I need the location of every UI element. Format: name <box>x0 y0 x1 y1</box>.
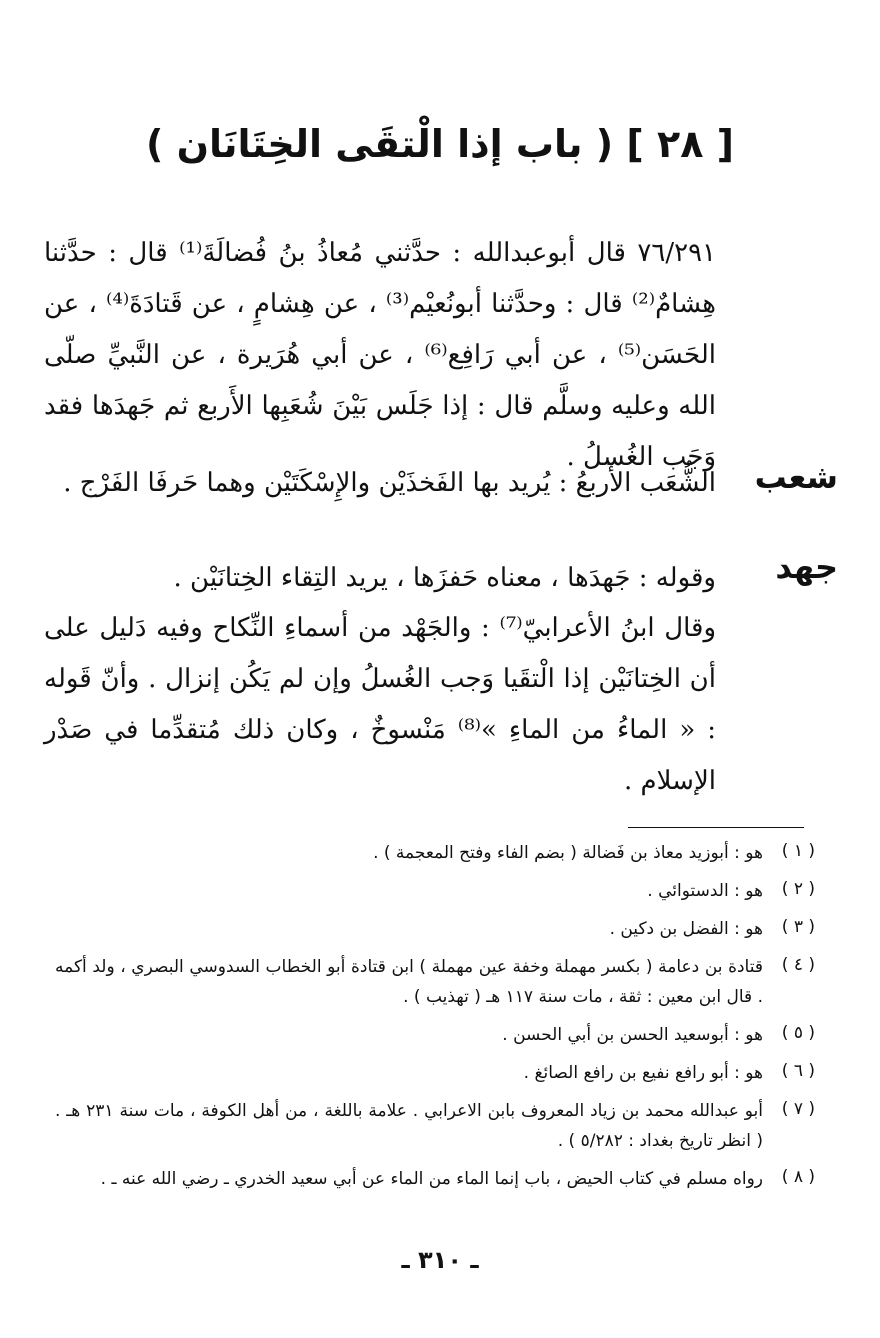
footnote-divider <box>628 827 804 828</box>
margin-keyword-shuab: شعب <box>754 458 838 496</box>
footnotes <box>55 838 815 1202</box>
footnote-item <box>55 914 815 944</box>
chapter-title: [ ٢٨ ] ( باب إذا الْتقَى الخِتَانَان ) <box>145 122 734 166</box>
footnote-item <box>55 952 815 1012</box>
margin-keyword-jahd: جهد <box>775 548 838 586</box>
footnote-number: ( ٦ ) <box>781 1061 815 1081</box>
footnote-text: هو : أبوسعيد الحسن بن أبي الحسن . <box>502 1025 763 1045</box>
footnote-item <box>55 1058 815 1088</box>
footnote-number: ( ٨ ) <box>781 1167 815 1187</box>
footnote-text: هو : أبو رافع نفيع بن رافع الصائغ . <box>523 1063 763 1083</box>
page-number: ـ ٣١٠ ـ <box>401 1246 479 1274</box>
footnote-number: ( ٢ ) <box>781 879 815 899</box>
footnote-text: أبو عبدالله محمد بن زياد المعروف بابن الاعرابي . علامة باللغة ، من أهل الكوفة ، مات سنة ٢٣١ هـ . ( انظر تاريخ بغداد : ٥/٢٨٢ ) . <box>55 1101 763 1151</box>
footnote-number: ( ٧ ) <box>781 1099 815 1119</box>
footnote-text: هو : الدستوائي . <box>647 881 763 901</box>
footnote-item <box>55 1020 815 1050</box>
footnote-item <box>55 1164 815 1194</box>
footnote-text: هو : الفضل بن دكين . <box>609 919 763 939</box>
footnote-item <box>55 1096 815 1156</box>
footnote-number: ( ٣ ) <box>781 917 815 937</box>
explanation-jahd: وقوله : جَهدَها ، معناه حَفزَها ، يريد التِقاء الخِتانَيْن . <box>173 563 716 593</box>
footnote-number: ( ١ ) <box>781 841 815 861</box>
footnote-item <box>55 876 815 906</box>
footnote-number: ( ٤ ) <box>781 955 815 975</box>
footnote-item <box>55 838 815 868</box>
footnote-text: هو : أبوزيد معاذ بن فَضالة ( بضم الفاء وفتح المعجمة ) . <box>373 843 763 863</box>
hadith-paragraph: ٧٦/٢٩١ قال أبوعبدالله : حدَّثني مُعاذُ بنُ فُضالَةَ⁽¹⁾ قال : حدَّثنا هِشامٌ⁽²⁾ قال : وحدَّثنا أبونُعيْم⁽³⁾ ، عن هِشامٍ ، عن قَتادَةَ⁽⁴⁾ ، عن الحَسَن⁽⁵⁾ ، عن أبي رَافِع⁽⁶⁾ ، عن أبي هُرَيرة ، عن النَّبيِّ صلّى الله وعليه وسلَّم قال : إذا جَلَس بَيْنَ شُعَبِها الأَربع ثم جَهدَها فقد وَجَب الغُسلُ . <box>44 238 717 472</box>
ibn-arabi-paragraph: وقال ابنُ الأعرابيّ⁽⁷⁾ : والجَهْد من أسماءِ النِّكاح وفيه دَليل على أن الخِتانَيْن إذا الْتقَيا وَجب الغُسلُ وإن لم يَكُن إنزال . وأنّ قَوله : « الماءُ من الماءِ »⁽⁸⁾ مَنْسوخٌ ، وكان ذلك مُتقدِّما في صَدْر الإسلام . <box>44 613 716 796</box>
footnote-number: ( ٥ ) <box>781 1023 815 1043</box>
explanation-shuab: الشُّعَب الأَربعُ : يُريد بها الفَخذَيْن والإِسْكَتَيْن وهما حَرفَا الفَرْج . <box>63 468 716 498</box>
footnote-text: قتادة بن دعامة ( بكسر مهملة وخفة عين مهملة ) ابن قتادة أبو الخطاب السدوسي البصري ، ولد أكمه . قال ابن معين : ثقة ، مات سنة ١١٧ هـ ( تهذيب ) . <box>55 957 763 1007</box>
footnote-text: رواه مسلم في كتاب الحيض ، باب إنما الماء من الماء عن أبي سعيد الخدري ـ رضي الله عنه ـ . <box>100 1169 763 1189</box>
